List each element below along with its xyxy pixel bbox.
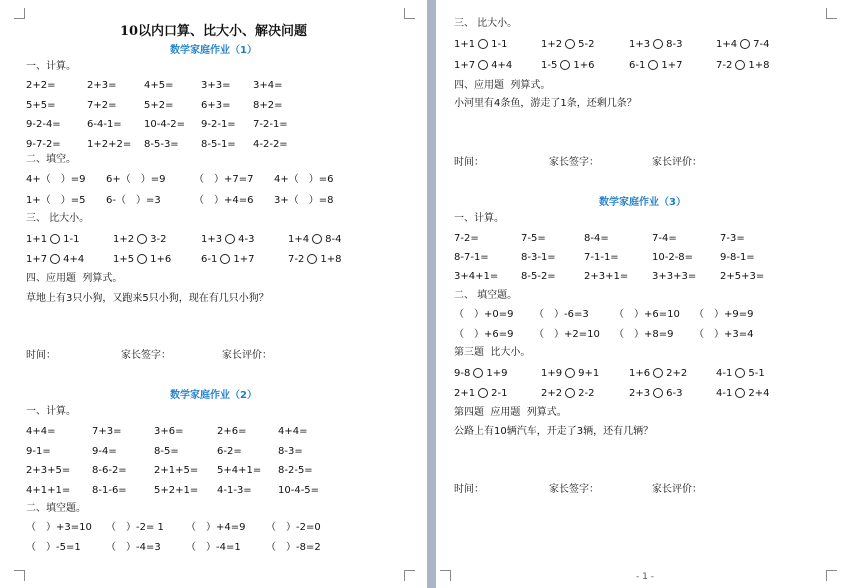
- cell-text: 8-3-1=: [521, 252, 556, 263]
- cell-text: 家长评价：: [652, 157, 702, 168]
- word-problem: 小河里有4条鱼，游走了1条，还剩几条？: [454, 98, 637, 109]
- cell-text: 3+4+1=: [454, 271, 499, 282]
- right-expression: 2+2: [666, 368, 688, 379]
- compare-circle-blank: [225, 234, 235, 244]
- cell-text: 8+2=: [253, 99, 283, 111]
- cell-text: 家长签字：: [549, 157, 599, 168]
- cell-text: （ ）-6=3: [534, 309, 589, 320]
- right-expression: 5-2: [578, 39, 595, 50]
- cell-text: 7-3=: [720, 233, 745, 244]
- cell-text: 时间：: [454, 157, 484, 168]
- compare-item: [26, 233, 79, 246]
- compare-circle-blank: [560, 60, 570, 70]
- compare-circle-blank: [50, 234, 60, 244]
- compare-item: [288, 253, 341, 266]
- compare-item: [629, 367, 687, 380]
- cell-text: 7-1-1=: [584, 252, 619, 263]
- cell-text: 2+2=: [26, 80, 56, 91]
- homework-3-title: 数学家庭作业（3）: [599, 197, 686, 208]
- compare-circle-blank: [220, 254, 230, 264]
- cell-text: 8-5-3=: [144, 138, 179, 150]
- crop-mark: [826, 570, 837, 581]
- right-expression: 3-2: [150, 234, 167, 245]
- cell-text: 10-4-2=: [144, 119, 186, 130]
- cell-text: （ ）-8=2: [266, 541, 321, 553]
- left-expression: 1+7: [26, 254, 48, 265]
- cell-text: 6+（ ）=9: [106, 174, 166, 185]
- left-expression: 2+3: [629, 388, 651, 399]
- compare-item: [26, 253, 84, 266]
- cell-text: 8-5=: [154, 445, 179, 457]
- compare-item: [716, 367, 765, 380]
- cell-text: （ ）-4=1: [186, 541, 241, 553]
- compare-circle-blank: [307, 254, 317, 264]
- section-heading: 一、计算。: [26, 406, 76, 417]
- compare-circle-blank: [565, 368, 575, 378]
- cell-text: 9-1=: [26, 445, 51, 457]
- cell-text: 3+4=: [253, 80, 283, 91]
- cell-text: 8-5-1=: [201, 138, 236, 150]
- cell-text: 时间：: [454, 484, 484, 495]
- cell-text: 7-2=: [454, 233, 479, 244]
- left-expression: 7-2: [716, 60, 733, 71]
- cell-text: 7-5=: [521, 233, 546, 244]
- compare-item: [629, 38, 682, 51]
- cell-text: 时间：: [26, 350, 56, 361]
- right-expression: 4+4: [63, 254, 85, 265]
- cell-text: 8-2-5=: [278, 465, 313, 476]
- compare-item: [201, 253, 254, 266]
- crop-mark: [404, 8, 415, 19]
- cell-text: 9-2-4=: [26, 119, 61, 130]
- cell-text: 5+2+1=: [154, 484, 199, 496]
- right-expression: 1+8: [748, 60, 770, 71]
- right-expression: 2-1: [491, 388, 508, 399]
- left-expression: 1+3: [629, 39, 651, 50]
- compare-item: [113, 253, 171, 266]
- cell-text: 2+3+5=: [26, 465, 71, 476]
- right-expression: 1-1: [63, 234, 80, 245]
- section-heading: 三、 比大小。: [26, 213, 90, 224]
- cell-text: 6-（ ）=3: [106, 195, 161, 206]
- cell-text: 3+（ ）=8: [274, 195, 334, 206]
- crop-mark: [440, 570, 451, 581]
- left-expression: 2+1: [454, 388, 476, 399]
- compare-circle-blank: [50, 254, 60, 264]
- compare-circle-blank: [137, 254, 147, 264]
- compare-circle-blank: [653, 368, 663, 378]
- cell-text: （ ）+3=4: [694, 328, 754, 340]
- compare-circle-blank: [478, 39, 488, 49]
- compare-circle-blank: [565, 39, 575, 49]
- compare-item: [288, 233, 341, 246]
- cell-text: 10-4-5=: [278, 484, 320, 496]
- left-expression: 1+1: [26, 234, 48, 245]
- right-expression: 2-2: [578, 388, 595, 399]
- cell-text: 5+4+1=: [217, 465, 262, 476]
- cell-text: 8-6-2=: [92, 465, 127, 476]
- left-expression: 6-1: [201, 254, 218, 265]
- right-expression: 8-4: [325, 234, 342, 245]
- left-expression: 1+9: [541, 368, 563, 379]
- cell-text: （ ）-2= 1: [106, 522, 164, 533]
- cell-text: （ ）+7=7: [194, 174, 254, 185]
- word-problem: 草地上有3只小狗，又跑来5只小狗，现在有几只小狗？: [26, 293, 269, 304]
- section-heading: 二、填空题。: [26, 503, 86, 514]
- document-page-right: [436, 0, 849, 588]
- cell-text: 4+4=: [278, 426, 308, 437]
- cell-text: （ ）+0=9: [454, 309, 514, 320]
- compare-circle-blank: [653, 388, 663, 398]
- right-expression: 6-3: [666, 388, 683, 399]
- compare-circle-blank: [735, 368, 745, 378]
- cell-text: （ ）+6=9: [454, 328, 514, 340]
- cell-text: 4-1-3=: [217, 484, 252, 496]
- left-expression: 4-1: [716, 368, 733, 379]
- right-expression: 4-3: [238, 234, 255, 245]
- word-problem: 公路上有10辆汽车，开走了3辆，还有几辆？: [454, 426, 654, 437]
- compare-circle-blank: [473, 368, 483, 378]
- cell-text: 2+3=: [87, 80, 117, 91]
- right-expression: 1+6: [573, 60, 595, 71]
- compare-item: [716, 387, 769, 400]
- section-heading: 四、应用题 列算式。: [454, 80, 551, 91]
- cell-text: 家长评价：: [652, 484, 702, 495]
- cell-text: 10-2-8=: [652, 252, 694, 263]
- compare-circle-blank: [565, 388, 575, 398]
- cell-text: 7-2-1=: [253, 119, 288, 130]
- cell-text: 8-7-1=: [454, 252, 489, 263]
- compare-item: [541, 387, 594, 400]
- cell-text: （ ）+4=9: [186, 522, 246, 533]
- cell-text: 5+2=: [144, 99, 174, 111]
- right-expression: 9+1: [578, 368, 600, 379]
- right-expression: 4+4: [491, 60, 513, 71]
- cell-text: 6+3=: [201, 99, 231, 111]
- compare-item: [454, 387, 507, 400]
- left-expression: 4-1: [716, 388, 733, 399]
- compare-item: [716, 38, 769, 51]
- left-expression: 1+1: [454, 39, 476, 50]
- cell-text: 4+（ ）=9: [26, 174, 86, 185]
- cell-text: 4+（ ）=6: [274, 174, 334, 185]
- crop-mark: [826, 8, 837, 19]
- left-expression: 1+5: [113, 254, 135, 265]
- section-heading: 四、应用题 列算式。: [26, 273, 123, 284]
- cell-text: 3+3+3=: [652, 271, 697, 282]
- cell-text: 6-4-1=: [87, 119, 122, 130]
- compare-item: [541, 59, 594, 72]
- cell-text: 3+6=: [154, 426, 184, 437]
- compare-circle-blank: [478, 60, 488, 70]
- crop-mark: [14, 570, 25, 581]
- compare-circle-blank: [735, 388, 745, 398]
- homework-2-title: 数学家庭作业（2）: [170, 390, 257, 401]
- section-heading: 第三题 比大小。: [454, 347, 531, 358]
- compare-item: [454, 367, 507, 380]
- cell-text: 4+5=: [144, 80, 174, 91]
- compare-circle-blank: [648, 60, 658, 70]
- section-heading: 一、计算。: [26, 61, 76, 72]
- section-heading: 二、 填空题。: [454, 290, 518, 301]
- cell-text: 家长签字：: [121, 350, 171, 361]
- compare-circle-blank: [653, 39, 663, 49]
- left-expression: 9-8: [454, 368, 471, 379]
- right-expression: 1+7: [233, 254, 255, 265]
- cell-text: 4+4=: [26, 426, 56, 437]
- cell-text: 3+3=: [201, 80, 231, 91]
- cell-text: （ ）-5=1: [26, 541, 81, 553]
- cell-text: （ ）+9=9: [694, 309, 754, 320]
- document-title: 10以内口算、比大小、解决问题: [119, 24, 308, 39]
- right-expression: 1+8: [320, 254, 342, 265]
- cell-text: 家长签字：: [549, 484, 599, 495]
- cell-text: 2+3+1=: [584, 271, 629, 282]
- cell-text: 家长评价：: [222, 350, 272, 361]
- crop-mark: [404, 570, 415, 581]
- cell-text: 2+1+5=: [154, 465, 199, 476]
- cell-text: 7-4=: [652, 233, 677, 244]
- cell-text: 9-2-1=: [201, 119, 236, 130]
- right-expression: 2+4: [748, 388, 770, 399]
- compare-item: [716, 59, 769, 72]
- cell-text: 6-2=: [217, 445, 242, 457]
- compare-item: [541, 38, 594, 51]
- compare-item: [629, 387, 682, 400]
- compare-circle-blank: [740, 39, 750, 49]
- right-expression: 1+6: [150, 254, 172, 265]
- cell-text: （ ）+2=10: [534, 328, 600, 340]
- cell-text: 8-3=: [278, 445, 303, 457]
- right-expression: 1+7: [661, 60, 683, 71]
- cell-text: 1+（ ）=5: [26, 195, 86, 206]
- compare-item: [201, 233, 254, 246]
- cell-text: 4+1+1=: [26, 484, 71, 496]
- cell-text: 2+5+3=: [720, 271, 765, 282]
- page-number: - 1 -: [636, 572, 654, 582]
- compare-item: [454, 38, 507, 51]
- cell-text: （ ）-4=3: [106, 541, 161, 553]
- right-expression: 1+9: [486, 368, 508, 379]
- left-expression: 1+4: [288, 234, 310, 245]
- cell-text: 1+2+2=: [87, 138, 132, 150]
- right-expression: 8-3: [666, 39, 683, 50]
- cell-text: （ ）-2=0: [266, 522, 321, 533]
- cell-text: 7+2=: [87, 99, 117, 111]
- cell-text: （ ）+3=10: [26, 522, 92, 533]
- left-expression: 1+7: [454, 60, 476, 71]
- right-expression: 1-1: [491, 39, 508, 50]
- cell-text: 8-1-6=: [92, 484, 127, 496]
- compare-item: [454, 59, 512, 72]
- cell-text: 5+5=: [26, 99, 56, 111]
- compare-circle-blank: [312, 234, 322, 244]
- right-expression: 7-4: [753, 39, 770, 50]
- cell-text: 4-2-2=: [253, 138, 288, 150]
- cell-text: 8-5-2=: [521, 271, 556, 282]
- cell-text: 8-4=: [584, 233, 609, 244]
- cell-text: 9-8-1=: [720, 252, 755, 263]
- left-expression: 1+2: [541, 39, 563, 50]
- compare-circle-blank: [478, 388, 488, 398]
- left-expression: 7-2: [288, 254, 305, 265]
- section-heading: 二、填空。: [26, 154, 76, 165]
- crop-mark: [14, 8, 25, 19]
- left-expression: 2+2: [541, 388, 563, 399]
- section-heading: 第四题 应用题 列算式。: [454, 407, 567, 418]
- left-expression: 1+4: [716, 39, 738, 50]
- cell-text: 7+3=: [92, 426, 122, 437]
- left-expression: 1+3: [201, 234, 223, 245]
- left-expression: 1-5: [541, 60, 558, 71]
- section-heading: 一、计算。: [454, 213, 504, 224]
- cell-text: 2+6=: [217, 426, 247, 437]
- homework-1-title: 数学家庭作业（1）: [170, 45, 257, 56]
- left-expression: 1+6: [629, 368, 651, 379]
- right-expression: 5-1: [748, 368, 765, 379]
- section-heading: 三、 比大小。: [454, 18, 518, 29]
- compare-item: [113, 233, 166, 246]
- cell-text: 9-7-2=: [26, 138, 61, 150]
- left-expression: 1+2: [113, 234, 135, 245]
- cell-text: （ ）+8=9: [614, 328, 674, 340]
- left-expression: 6-1: [629, 60, 646, 71]
- compare-circle-blank: [137, 234, 147, 244]
- cell-text: （ ）+6=10: [614, 309, 680, 320]
- compare-circle-blank: [735, 60, 745, 70]
- compare-item: [541, 367, 599, 380]
- cell-text: 9-4=: [92, 445, 117, 457]
- compare-item: [629, 59, 682, 72]
- cell-text: （ ）+4=6: [194, 195, 254, 206]
